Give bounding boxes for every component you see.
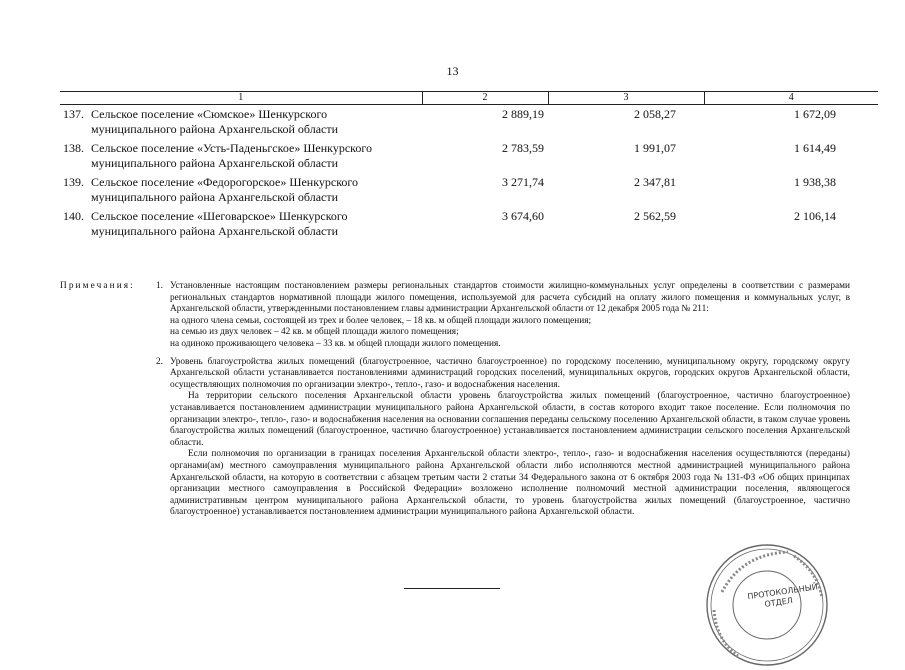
note-paragraph: На территории сельского поселения Архангельской области уровень благоустройства жилых помещений (благоустроенное, частично благоустроенное) устанавливается постановлением администрации муниципального района Архангельской области, в состав которого входит такое поселение. Если полномочия по организации электро-, тепло-, газо- и водоснабжения населения на основании соглашения переданы сельскому поселению Архангельской области, в таком случае уровень благоустройства жилых помещений (благоустроенное, частично благоустроенное) устанавливается постановлением администрации сельского поселения Архангельской области. — [170, 391, 850, 448]
row-number: 138. — [63, 141, 84, 155]
table-header-row — [60, 92, 878, 105]
note-body — [170, 281, 850, 351]
value-col4: 1 614,49 — [794, 141, 836, 155]
closing-divider — [404, 588, 500, 589]
note-paragraph: Уровень благоустройства жилых помещений (благоустроенное, частично благоустроенное) по городскому поселению, муниципальному округу, городскому округу Архангельской области устанавливается постановлениями администраций городских поселений, муниципальных округов, городских округов Архангельской области, осуществляющих полномочия по организации электро-, тепло-, газо- и водоснабжения населения. — [170, 356, 850, 390]
note-line: на семью из двух человек – 42 кв. м общей площади жилого помещения; — [170, 327, 459, 338]
value-col3: 2 058,27 — [634, 107, 676, 121]
value-col4: 2 106,14 — [794, 209, 836, 223]
settlement-name: Сельское поселение «Шеговарское» Шенкурского муниципального района Архангельской области — [91, 209, 348, 238]
settlement-name: Сельское поселение «Федорогорское» Шенкурского муниципального района Архангельской области — [91, 175, 359, 204]
value-col3: 1 991,07 — [634, 141, 676, 155]
value-col3: 2 347,81 — [634, 175, 676, 189]
column-header: 4 — [704, 92, 878, 105]
row-number: 140. — [63, 209, 84, 223]
value-col2: 3 674,60 — [502, 209, 544, 223]
row-number: 137. — [63, 107, 84, 121]
note-body — [170, 357, 850, 519]
table-row — [60, 141, 878, 175]
value-col3: 2 562,59 — [634, 209, 676, 223]
note-marker: 1. — [156, 281, 163, 291]
column-header: 1 — [60, 92, 422, 105]
value-col4: 1 672,09 — [794, 107, 836, 121]
value-col2: 2 783,59 — [502, 141, 544, 155]
settlement-name: Сельское поселение «Сюмское» Шенкурского муниципального района Архангельской области — [91, 107, 339, 136]
value-col4: 1 938,38 — [794, 175, 836, 189]
note-line: на одиноко проживающего человека – 33 кв. м общей площади жилого помещения. — [170, 338, 501, 349]
note-marker: 2. — [156, 356, 163, 367]
column-header: 2 — [422, 92, 548, 105]
value-col2: 3 271,74 — [502, 175, 544, 189]
value-col2: 2 889,19 — [502, 107, 544, 121]
note-line: на одного члена семьи, состоящей из трех и более человек, – 18 кв. м общей площади жилого помещения; — [170, 315, 592, 326]
note-2 — [60, 357, 850, 519]
table-row — [60, 105, 878, 142]
table-row — [60, 175, 878, 209]
table-row — [60, 209, 878, 243]
note-1 — [60, 281, 850, 351]
page-number: 13 — [446, 64, 459, 78]
settlement-name: Сельское поселение «Усть-Паденьгское» Шенкурского муниципального района Архангельской области — [91, 141, 372, 170]
notes-section — [60, 281, 850, 525]
note-paragraph: Если полномочия по организации в границах поселения Архангельской области электро-, тепло-, газо- и водоснабжения населения осуществляются (переданы) органами(ам) местного самоуправления муниципального района Архангельской области либо исполняются местной администрацией муниципального района Архангельской области, на которую в соответствии с абзацем третьим части 2 статьи 34 Федерального закона от 6 октября 2003 года № 131-ФЗ «Об общих принципах организации местного самоуправления в Российской Федерации» возложено исполнение полномочий местной администрации поселения, являющегося административным центром муниципального района Архангельской области, то уровень благоустройства жилых помещений (благоустроенное, частично благоустроенное) устанавливается постановлением администрации муниципального района Архангельской области. — [170, 449, 850, 518]
data-table — [60, 91, 878, 243]
row-number: 139. — [63, 175, 84, 189]
note-paragraph: Установленные настоящим постановлением размеры региональных стандартов стоимости жилищно-коммунальных услуг определены в соответствии с размерами региональных стандартов нормативной площади жилого помещения, используемой для расчета субсидий на оплату жилого помещения и коммунальных услуг, в Архангельской области, утвержденными постановлением главы администрации Архангельской области от 12 декабря 2005 года № 211: — [170, 281, 850, 315]
notes-lead: Примечания: — [60, 281, 135, 291]
column-header: 3 — [548, 92, 704, 105]
stamp-center-text: ПРОТОКОЛЬНЫЙ ОТДЕЛ — [746, 582, 819, 609]
